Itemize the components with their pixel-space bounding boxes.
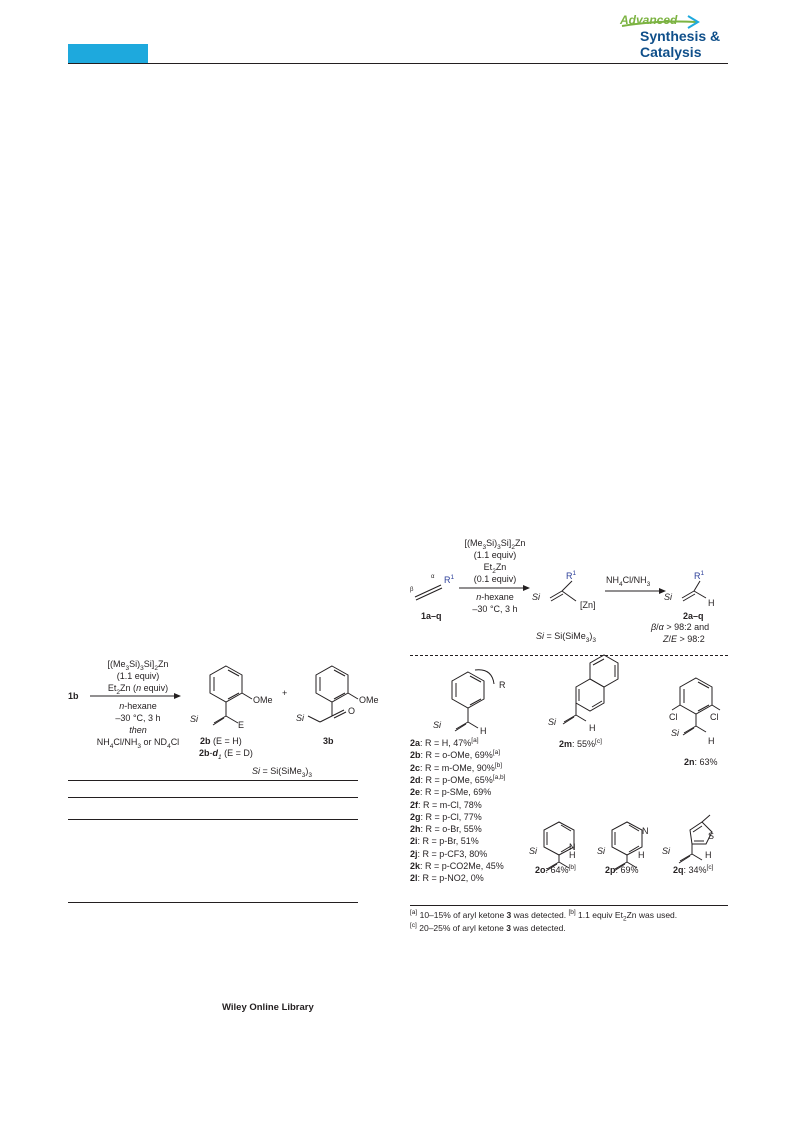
logo-line-synthesis: Synthesis & [640, 28, 721, 44]
left-then: then [129, 725, 147, 735]
si-mid: Si [532, 592, 541, 602]
logo-line-catalysis: Catalysis [640, 44, 702, 60]
si-2q: Si [662, 846, 671, 856]
left-si-definition: $Si = Si(SiMe_3)_3$ [252, 766, 313, 779]
journal-tab [68, 44, 148, 63]
left-table-rule-2 [68, 797, 358, 798]
footnote-line-1: [a] 10–15% of aryl ketone 3 was detected. [b] 1.1 equiv $Et_2Zn$ was used. [410, 909, 678, 923]
dichlorophenyl-structure [656, 676, 736, 746]
cl-right: Cl [710, 712, 719, 722]
left-si-2: Si [296, 713, 305, 723]
cl-left: Cl [669, 712, 678, 722]
start-label: 1a–q [421, 611, 442, 621]
right-quench: $NH_4Cl/NH_3$ [606, 575, 651, 588]
product-2bd-label: $2b-d_1$ (E = D) [199, 748, 253, 761]
aryl-h-label: H [480, 726, 487, 736]
r1-mid: $R^1$ [566, 570, 577, 581]
scope-item-2b: 2b: R = o-OMe, 69%[a] [410, 749, 501, 761]
h-end: H [708, 598, 715, 608]
scope-item-2a: 2a: R = H, 47%[a] [410, 737, 479, 748]
h-2p: H [638, 850, 645, 860]
si-end: Si [664, 592, 673, 602]
left-table-rule-3 [68, 819, 358, 820]
si-2n: Si [671, 728, 680, 738]
dashed-separator [410, 655, 728, 656]
h-2m: H [589, 723, 596, 733]
item-2p: 2p: 69% [605, 865, 639, 875]
left-reaction-arrow [88, 692, 188, 700]
scope-item-2l: 2l: R = p-NO2, 0% [410, 873, 484, 884]
si-2p: Si [597, 846, 606, 856]
left-table-rule-1 [68, 780, 358, 781]
alpha-label: α [431, 574, 435, 580]
right-si-definition: $Si = Si(SiMe_3)_3$ [536, 631, 597, 644]
scope-item-2h: 2h: R = o-Br, 55% [410, 824, 482, 835]
logo-line-advanced: Advanced [620, 13, 678, 27]
item-2o: 2o: 64%[b] [535, 864, 576, 875]
si-2m: Si [548, 717, 557, 727]
left-e-label: E [238, 720, 245, 730]
right-solvent: n-hexane [476, 592, 514, 602]
h-2q: H [705, 850, 712, 860]
aryl-r-label: R [499, 680, 506, 690]
beta-label: β [410, 587, 414, 593]
r1-end: $R^1$ [694, 570, 705, 581]
si-2o: Si [529, 846, 538, 856]
scope-item-2i: 2i: R = p-Br, 51% [410, 836, 479, 847]
left-plus: + [282, 688, 288, 698]
item-2n: 2n: 63% [684, 757, 718, 767]
product-2b-label: 2b (E = H) [200, 736, 242, 746]
h-2n: H [708, 736, 715, 746]
left-reagent-equiv: (1.1 equiv) [116, 671, 160, 681]
right-reaction-arrow-1 [457, 584, 537, 592]
left-o-label: O [348, 706, 356, 716]
right-reaction-arrow-2 [603, 587, 671, 595]
scope-item-2k: 2k: R = p-CO2Me, 45% [410, 861, 504, 871]
left-si-1: Si [190, 714, 199, 724]
aryl-si-label: Si [433, 720, 442, 730]
wiley-online-library[interactable]: Wiley Online Library [222, 1002, 314, 1013]
right-reagent: $[(Me_3Si)_3Si]_2Zn$ [464, 538, 526, 551]
substrate-1b: 1b [68, 691, 79, 701]
left-table-rule-4 [68, 902, 358, 903]
item-2m: 2m: 55%[c] [559, 738, 602, 749]
selectivity-2: Z/E > 98:2 [663, 634, 705, 644]
right-conditions: –30 °C, 3 h [472, 604, 518, 614]
journal-logo [618, 12, 738, 62]
scope-item-2f: 2f: R = m-Cl, 78% [410, 799, 482, 810]
right-reagent-equiv: (1.1 equiv) [473, 550, 517, 560]
product-label: 2a–q [683, 611, 704, 621]
right-additive: $Et_2Zn$ [483, 562, 507, 575]
item-2q: 2q: 34%[c] [673, 864, 714, 875]
header-rule [68, 63, 728, 64]
left-ome-1: OMe [253, 695, 273, 705]
scope-item-2d: 2d: R = p-OMe, 65%[a,b] [410, 773, 506, 785]
left-additive: $Et_2Zn$ (n equiv) [107, 683, 169, 696]
scope-item-2g: 2g: R = p-Cl, 77% [410, 811, 482, 822]
footnote-rule [410, 905, 728, 906]
left-solvent: n-hexane [119, 701, 157, 711]
scope-item-2j: 2j: R = p-CF3, 80% [410, 848, 488, 859]
left-conditions: –30 °C, 3 h [115, 713, 161, 723]
s-2q: S [708, 831, 715, 841]
selectivity-1: β/α > 98:2 and [651, 622, 710, 632]
right-additive-equiv: (0.1 equiv) [473, 574, 517, 584]
r1-start: $R^1$ [444, 574, 455, 585]
footnote-line-2: [c] 20–25% of aryl ketone 3 was detected. [410, 922, 566, 933]
left-reagent: $[(Me_3Si)_3Si]_2Zn$ [107, 659, 169, 672]
scope-item-2c: 2c: R = m-OMe, 90%[b] [410, 761, 503, 773]
h-2o: H [569, 850, 576, 860]
left-ome-2: OMe [359, 695, 379, 705]
n-2o: N [569, 842, 576, 852]
left-quench: $NH_4Cl/NH_3$ or $ND_4Cl$ [96, 737, 180, 750]
zn-label: [Zn] [580, 600, 596, 610]
n-2p: N [642, 826, 649, 836]
scope-item-2e: 2e: R = p-SMe, 69% [410, 787, 492, 798]
product-3b-label: 3b [323, 736, 334, 746]
